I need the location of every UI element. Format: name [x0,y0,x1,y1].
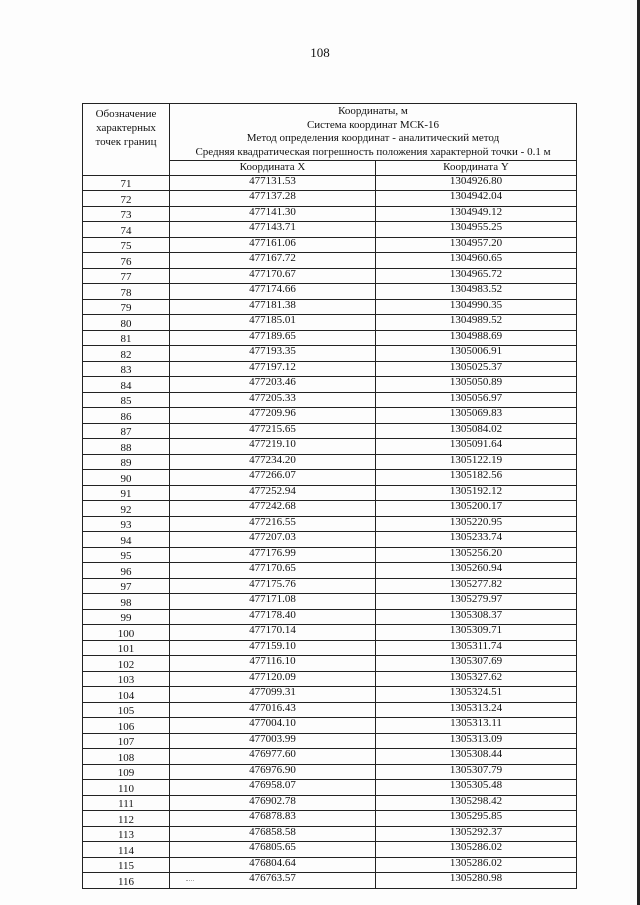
table-row [83,873,577,889]
table-row [83,764,577,780]
table-row [83,299,577,315]
point-number-cell: 113 [83,826,170,842]
point-number-cell: 76 [83,253,170,269]
point-number-cell: 73 [83,206,170,222]
table-row [83,237,577,253]
coordinate-x-cell: 477215.65 [170,423,376,439]
coordinate-y-cell: 1305307.69 [376,656,577,672]
coordinate-x-cell: 477170.67 [170,268,376,284]
point-number-cell: 111 [83,795,170,811]
table-body [83,175,577,888]
coordinate-system: Система координат МСК-16 [306,118,440,131]
coordinate-y-cell: 1305050.89 [376,377,577,393]
coordinate-x-cell: 477205.33 [170,392,376,408]
coordinate-y-cell: 1305309.71 [376,625,577,641]
coordinate-x-cell: 476878.83 [170,811,376,827]
point-number-cell: 116 [83,873,170,889]
coordinate-y-cell: 1305313.24 [376,702,577,718]
table-row [83,640,577,656]
table-row [83,346,577,362]
table-row [83,718,577,734]
coordinate-y-cell: 1304988.69 [376,330,577,346]
page-number: 108 [310,45,330,60]
coordinate-y-cell: 1304990.35 [376,299,577,315]
coordinate-y-cell: 1305308.37 [376,609,577,625]
point-number-cell: 72 [83,191,170,207]
point-number-cell: 80 [83,315,170,331]
coordinate-y-cell: 1305056.97 [376,392,577,408]
coordinate-x-cell: 477003.99 [170,733,376,749]
coordinate-y-cell: 1305200.17 [376,501,577,517]
coordinate-x-cell: 477207.03 [170,532,376,548]
coordinate-y-cell: 1304942.04 [376,191,577,207]
table-row [83,563,577,579]
table-row [83,408,577,424]
point-number-cell: 115 [83,857,170,873]
coordinate-y-cell: 1305091.64 [376,439,577,455]
point-number-cell: 82 [83,346,170,362]
point-number-cell: 88 [83,439,170,455]
coordinate-y-cell: 1305313.11 [376,718,577,734]
point-number-cell: 96 [83,563,170,579]
coordinate-x-cell: 477171.08 [170,594,376,610]
coordinate-x-cell: 477116.10 [170,656,376,672]
point-number-cell: 114 [83,842,170,858]
coordinate-y-cell: 1305286.02 [376,842,577,858]
coordinate-y-cell: 1305192.12 [376,485,577,501]
table-row [83,656,577,672]
coordinate-x-cell: 477193.35 [170,346,376,362]
coordinate-x-cell: 477252.94 [170,485,376,501]
point-number-cell: 92 [83,501,170,517]
coordinate-y-cell: 1305006.91 [376,346,577,362]
coordinate-y-cell: 1305327.62 [376,671,577,687]
point-number-cell: 108 [83,749,170,765]
coordinate-y-cell: 1304926.80 [376,175,577,191]
coordinate-y-cell: 1305069.83 [376,408,577,424]
coordinate-y-cell: 1305307.79 [376,764,577,780]
coordinate-y-cell: 1304955.25 [376,222,577,238]
table-row [83,594,577,610]
table-row [83,206,577,222]
coordinate-x-cell: 477143.71 [170,222,376,238]
coordinate-y-cell: 1305122.19 [376,454,577,470]
point-number-cell: 71 [83,175,170,191]
point-number-cell: 98 [83,594,170,610]
table-row [83,842,577,858]
table-row [83,315,577,331]
coordinate-x-cell: 477197.12 [170,361,376,377]
point-number-cell: 89 [83,454,170,470]
coordinate-x-cell: 476958.07 [170,780,376,796]
coordinate-x-cell: 477185.01 [170,315,376,331]
determination-method: Метод определения координат - аналитический метод [246,132,500,145]
coordinate-y-cell: 1304983.52 [376,284,577,300]
coordinate-y-cell: 1305277.82 [376,578,577,594]
scan-artifact [186,880,194,885]
table-row [83,175,577,191]
coordinate-y-cell: 1305182.56 [376,470,577,486]
coordinate-y-cell: 1305084.02 [376,423,577,439]
coordinate-x-cell: 477141.30 [170,206,376,222]
point-designation-header: Обозначение характерных точек границ [83,104,170,176]
coordinate-x-cell: 476976.90 [170,764,376,780]
table-row [83,222,577,238]
coordinate-y-cell: 1305308.44 [376,749,577,765]
table-row [83,609,577,625]
point-number-cell: 100 [83,625,170,641]
point-number-cell: 86 [83,408,170,424]
coordinate-x-cell: 477178.40 [170,609,376,625]
point-number-cell: 105 [83,702,170,718]
point-number-cell: 112 [83,811,170,827]
point-number-cell: 107 [83,733,170,749]
table-row [83,687,577,703]
coordinate-x-cell: 477016.43 [170,702,376,718]
coordinate-x-cell: 477234.20 [170,454,376,470]
point-number-cell: 109 [83,764,170,780]
table-row [83,702,577,718]
table-row [83,733,577,749]
point-number-cell: 93 [83,516,170,532]
coordinate-x-cell: 477209.96 [170,408,376,424]
point-number-cell: 97 [83,578,170,594]
coordinate-x-cell: 477167.72 [170,253,376,269]
table-row [83,361,577,377]
coordinate-y-cell: 1304960.65 [376,253,577,269]
table-row [83,780,577,796]
coordinate-x-cell: 477170.14 [170,625,376,641]
table-row [83,439,577,455]
table-row [83,749,577,765]
table-row [83,826,577,842]
coordinate-y-cell: 1305311.74 [376,640,577,656]
table-row [83,625,577,641]
point-number-cell: 77 [83,268,170,284]
coordinate-x-cell: 476902.78 [170,795,376,811]
coordinate-x-cell: 477219.10 [170,439,376,455]
table-row [83,377,577,393]
coordinate-y-cell: 1305298.42 [376,795,577,811]
coordinate-x-cell: 477242.68 [170,501,376,517]
table-row [83,811,577,827]
table-row [83,501,577,517]
coordinate-x-cell: 477175.76 [170,578,376,594]
coordinate-y-cell: 1304965.72 [376,268,577,284]
point-number-cell: 91 [83,485,170,501]
coordinate-y-cell: 1305260.94 [376,563,577,579]
coordinate-y-cell: 1305025.37 [376,361,577,377]
table-row [83,578,577,594]
coordinate-x-cell: 477137.28 [170,191,376,207]
table-row [83,470,577,486]
coordinate-x-cell: 477004.10 [170,718,376,734]
precision-note: Средняя квадратическая погрешность положения характерной точки - 0.1 м [195,146,551,159]
coordinate-x-cell: 476858.58 [170,826,376,842]
coordinate-x-cell: 477189.65 [170,330,376,346]
column-header-y: Координата Y [376,160,577,175]
coordinate-x-cell: 477266.07 [170,470,376,486]
point-number-cell: 87 [83,423,170,439]
coordinate-x-cell: 477159.10 [170,640,376,656]
coordinates-table [82,103,577,889]
table-row [83,516,577,532]
point-number-cell: 85 [83,392,170,408]
table-row [83,423,577,439]
point-number-cell: 78 [83,284,170,300]
coordinate-y-cell: 1304957.20 [376,237,577,253]
coordinate-x-cell: 476805.65 [170,842,376,858]
coordinate-x-cell: 477181.38 [170,299,376,315]
point-number-cell: 79 [83,299,170,315]
table-row [83,857,577,873]
coordinates-title: Координаты, м [338,105,408,117]
point-number-cell: 95 [83,547,170,563]
table-row [83,330,577,346]
coordinate-y-cell: 1305292.37 [376,826,577,842]
coordinate-y-cell: 1305256.20 [376,547,577,563]
coordinate-x-cell: 477170.65 [170,563,376,579]
coordinate-x-cell: 477216.55 [170,516,376,532]
coordinate-y-cell: 1304949.12 [376,206,577,222]
point-number-cell: 99 [83,609,170,625]
coordinate-y-cell: 1305295.85 [376,811,577,827]
point-number-cell: 103 [83,671,170,687]
coordinate-x-cell: 476763.57 [170,873,376,889]
table-row [83,392,577,408]
coordinate-y-cell: 1305279.97 [376,594,577,610]
table-row [83,191,577,207]
coordinate-y-cell: 1305233.74 [376,532,577,548]
coordinate-x-cell: 477174.66 [170,284,376,300]
coordinate-y-cell: 1305324.51 [376,687,577,703]
coordinate-x-cell: 476804.64 [170,857,376,873]
table-row [83,547,577,563]
table-row [83,485,577,501]
table-row [83,454,577,470]
table-row [83,268,577,284]
point-number-cell: 74 [83,222,170,238]
table-row [83,284,577,300]
table-row [83,532,577,548]
point-number-cell: 81 [83,330,170,346]
point-number-cell: 90 [83,470,170,486]
point-number-cell: 102 [83,656,170,672]
coordinate-x-cell: 477176.99 [170,547,376,563]
coordinate-y-cell: 1305313.09 [376,733,577,749]
table-row [83,671,577,687]
table-row [83,253,577,269]
table-row [83,795,577,811]
coordinate-y-cell: 1305286.02 [376,857,577,873]
coordinate-y-cell: 1304989.52 [376,315,577,331]
coordinate-x-cell: 477161.06 [170,237,376,253]
column-header-x: Координата X [170,160,376,175]
coordinate-x-cell: 477203.46 [170,377,376,393]
point-number-cell: 84 [83,377,170,393]
point-number-cell: 75 [83,237,170,253]
coordinate-x-cell: 477099.31 [170,687,376,703]
coordinate-y-cell: 1305220.95 [376,516,577,532]
coordinate-y-cell: 1305305.48 [376,780,577,796]
point-number-cell: 110 [83,780,170,796]
coordinate-x-cell: 476977.60 [170,749,376,765]
point-number-cell: 106 [83,718,170,734]
point-number-cell: 83 [83,361,170,377]
coordinate-x-cell: 477120.09 [170,671,376,687]
point-number-cell: 94 [83,532,170,548]
coordinate-y-cell: 1305280.98 [376,873,577,889]
point-number-cell: 104 [83,687,170,703]
point-number-cell: 101 [83,640,170,656]
coordinates-meta-header [170,104,577,161]
coordinate-x-cell: 477131.53 [170,175,376,191]
